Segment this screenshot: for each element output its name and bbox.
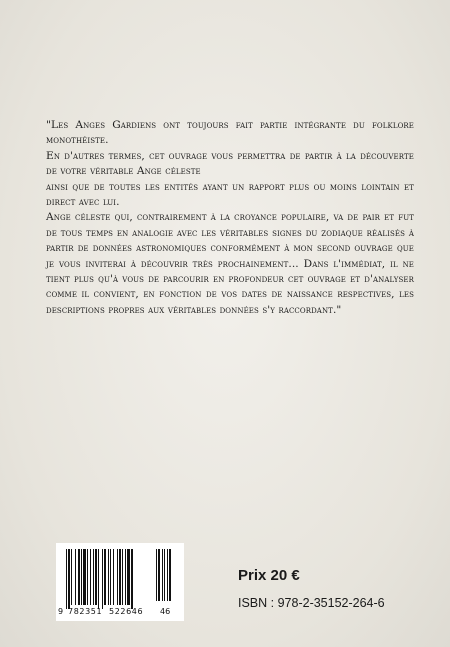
barcode-right-digits: 522646 bbox=[109, 607, 144, 616]
blurb-paragraph: ainsi que de toutes les entités ayant un rapport plus ou moins lointain et direct avec lui. bbox=[46, 180, 414, 209]
blurb-paragraph: En d'autres termes, cet ouvrage vous permettra de partir à la découverte de votre véritable Ange céleste bbox=[46, 149, 414, 178]
blurb-paragraph: Ange céleste qui, contrairement à la croyance populaire, va de pair et fut de tous temps en analogie avec les véritables signes du zodiaque réalisés à partir de données astronomiques conformément à mon second ouvrage que je vous inviterai à découvrir très prochainement... Dans l'immédiat, il ne tient plus qu'à vous de parcourir en profondeur cet ouvrage et d'analyser comme il convient, en fonction de vos dates de naissance respectives, les descriptions propres aux véritables données s'y raccordant." bbox=[46, 211, 414, 316]
ean-barcode bbox=[56, 543, 184, 621]
barcode-addon-digits: 46 bbox=[160, 607, 171, 616]
price-label: Prix 20 € bbox=[238, 567, 300, 584]
back-cover-blurb bbox=[46, 118, 414, 318]
barcode-lead-digit: 9 bbox=[58, 607, 64, 616]
isbn-label: ISBN : 978-2-35152-264-6 bbox=[238, 596, 385, 610]
barcode-left-digits: 782351 bbox=[68, 607, 103, 616]
blurb-paragraph: "Les Anges Gardiens ont toujours fait partie intégrante du folklore monothéiste. bbox=[46, 119, 414, 147]
